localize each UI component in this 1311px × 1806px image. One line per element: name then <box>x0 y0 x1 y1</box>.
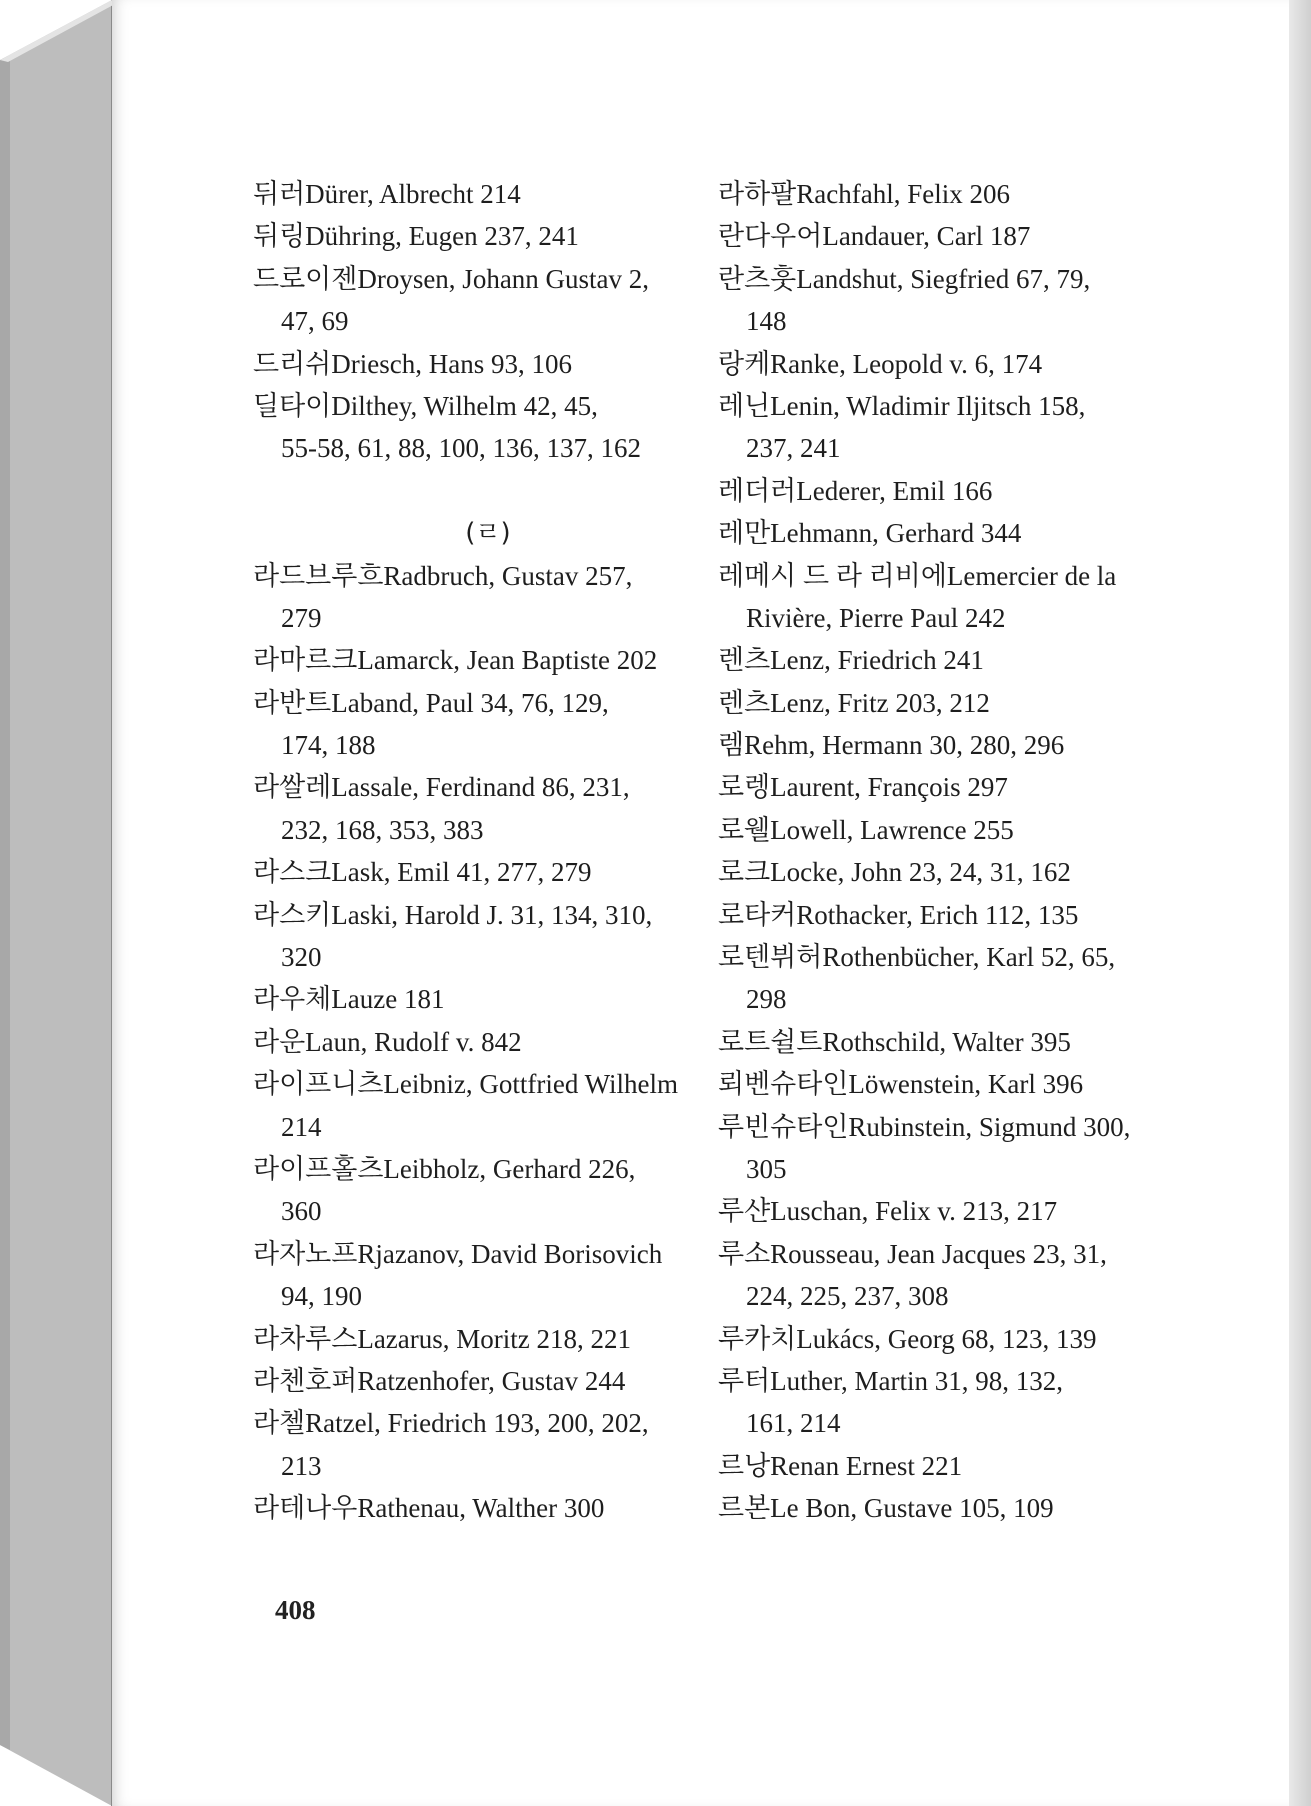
index-entry: 랑케Ranke, Leopold v. 6, 174 <box>718 348 1043 379</box>
index-entry: 로텐뷔허Rothenbücher, Karl 52, 65, <box>718 942 1116 973</box>
index-entry: 라마르크Lamarck, Jean Baptiste 202 <box>253 645 658 676</box>
index-entry: 라반트Laband, Paul 34, 76, 129, <box>253 687 609 718</box>
page-number: 408 <box>275 1595 316 1625</box>
index-entry: 르본Le Bon, Gustave 105, 109 <box>718 1493 1054 1524</box>
index-entry-continuation: 213 <box>281 1450 322 1481</box>
index-entry: 드로이젠Droysen, Johann Gustav 2, <box>253 263 650 294</box>
index-entry: 라테나우Rathenau, Walther 300 <box>253 1493 605 1524</box>
index-entries-r-continued <box>718 173 1158 1530</box>
index-entry-continuation: 174, 188 <box>281 730 376 761</box>
index-entry: 라스키Laski, Harold J. 31, 134, 310, <box>253 899 653 930</box>
index-entry: 라차루스Lazarus, Moritz 218, 221 <box>253 1323 632 1354</box>
index-entry-continuation: 94, 190 <box>281 1281 362 1312</box>
index-entry: 뒤링Dühring, Eugen 237, 241 <box>253 221 579 252</box>
index-entry: 라하팔Rachfahl, Felix 206 <box>718 179 1010 209</box>
index-entry: 르낭Renan Ernest 221 <box>718 1450 963 1481</box>
index-entry-continuation: 148 <box>746 306 787 337</box>
index-entry: 라첸호퍼Ratzenhofer, Gustav 244 <box>253 1365 626 1396</box>
index-entry-continuation: 305 <box>746 1153 787 1184</box>
index-entry: 라이프홀츠Leibholz, Gerhard 226, <box>253 1153 636 1184</box>
index-entry: 뢰벤슈타인Löwenstein, Karl 396 <box>718 1069 1084 1100</box>
index-entry-continuation: Rivière, Pierre Paul 242 <box>746 602 1006 633</box>
index-entry: 로렝Laurent, François 297 <box>718 772 1008 803</box>
index-entry: 로트쉴트Rothschild, Walter 395 <box>718 1026 1071 1057</box>
index-entry: 라이프니츠Leibniz, Gottfried Wilhelm <box>253 1069 678 1100</box>
index-entry: 드리쉬Driesch, Hans 93, 106 <box>253 348 572 379</box>
index-entry: 렘Rehm, Hermann 30, 280, 296 <box>718 730 1065 761</box>
index-entries-d <box>253 173 683 470</box>
index-entry-continuation: 232, 168, 353, 383 <box>281 814 484 845</box>
index-entry: 레메시 드 라 리비에Lemercier de la <box>718 560 1117 591</box>
index-entry-continuation: 279 <box>281 602 322 633</box>
index-entries-r <box>253 555 683 1530</box>
index-entry: 루빈슈타인Rubinstein, Sigmund 300, <box>718 1111 1131 1142</box>
section-gap <box>253 470 683 512</box>
index-entry: 로크Locke, John 23, 24, 31, 162 <box>718 857 1071 888</box>
index-entry-continuation: 47, 69 <box>281 306 349 337</box>
section-heading: (ㄹ) <box>465 518 511 549</box>
index-entry: 루카치Lukács, Georg 68, 123, 139 <box>718 1323 1097 1354</box>
index-entry: 레만Lehmann, Gerhard 344 <box>718 518 1022 549</box>
index-entry: 라스크Lask, Emil 41, 277, 279 <box>253 857 592 888</box>
index-entry: 뒤러Dürer, Albrecht 214 <box>253 179 521 209</box>
index-entry-continuation: 161, 214 <box>746 1408 841 1439</box>
index-entry: 딜타이Dilthey, Wilhelm 42, 45, <box>253 390 598 421</box>
index-entry: 렌츠Lenz, Friedrich 241 <box>718 645 984 676</box>
index-entry: 루소Rousseau, Jean Jacques 23, 31, <box>718 1238 1107 1269</box>
index-entry: 레더러Lederer, Emil 166 <box>718 475 993 506</box>
index-entry: 루터Luther, Martin 31, 98, 132, <box>718 1365 1064 1396</box>
index-entry: 라드브루흐Radbruch, Gustav 257, <box>253 560 633 591</box>
index-entry-continuation: 237, 241 <box>746 433 841 464</box>
index-entry-continuation: 224, 225, 237, 308 <box>746 1281 949 1312</box>
index-entry: 렌츠Lenz, Fritz 203, 212 <box>718 687 990 718</box>
index-entry: 레닌Lenin, Wladimir Iljitsch 158, <box>718 390 1086 421</box>
index-entry: 라첼Ratzel, Friedrich 193, 200, 202, <box>253 1408 649 1439</box>
index-entry: 라자노프Rjazanov, David Borisovich <box>253 1238 663 1269</box>
index-entry-continuation: 55-58, 61, 88, 100, 136, 137, 162 <box>281 433 641 464</box>
index-entry: 루샨Luschan, Felix v. 213, 217 <box>718 1196 1058 1227</box>
index-entry: 라우체Lauze 181 <box>253 984 445 1015</box>
index-entry-continuation: 360 <box>281 1196 322 1227</box>
index-entry: 란츠훗Landshut, Siegfried 67, 79, <box>718 263 1091 294</box>
index-entry: 라쌀레Lassale, Ferdinand 86, 231, <box>253 772 630 803</box>
index-entry: 로타커Rothacker, Erich 112, 135 <box>718 899 1079 930</box>
index-entry-continuation: 298 <box>746 984 787 1015</box>
index-entry-continuation: 320 <box>281 942 322 973</box>
index-entry-continuation: 214 <box>281 1111 322 1142</box>
index-column-left <box>253 173 683 1530</box>
index-column-right <box>718 173 1158 1530</box>
index-entry: 란다우어Landauer, Carl 187 <box>718 221 1031 252</box>
index-entry: 라운Laun, Rudolf v. 842 <box>253 1026 522 1057</box>
index-entry: 로웰Lowell, Lawrence 255 <box>718 814 1014 845</box>
page-edge-shadow <box>1289 0 1311 1806</box>
